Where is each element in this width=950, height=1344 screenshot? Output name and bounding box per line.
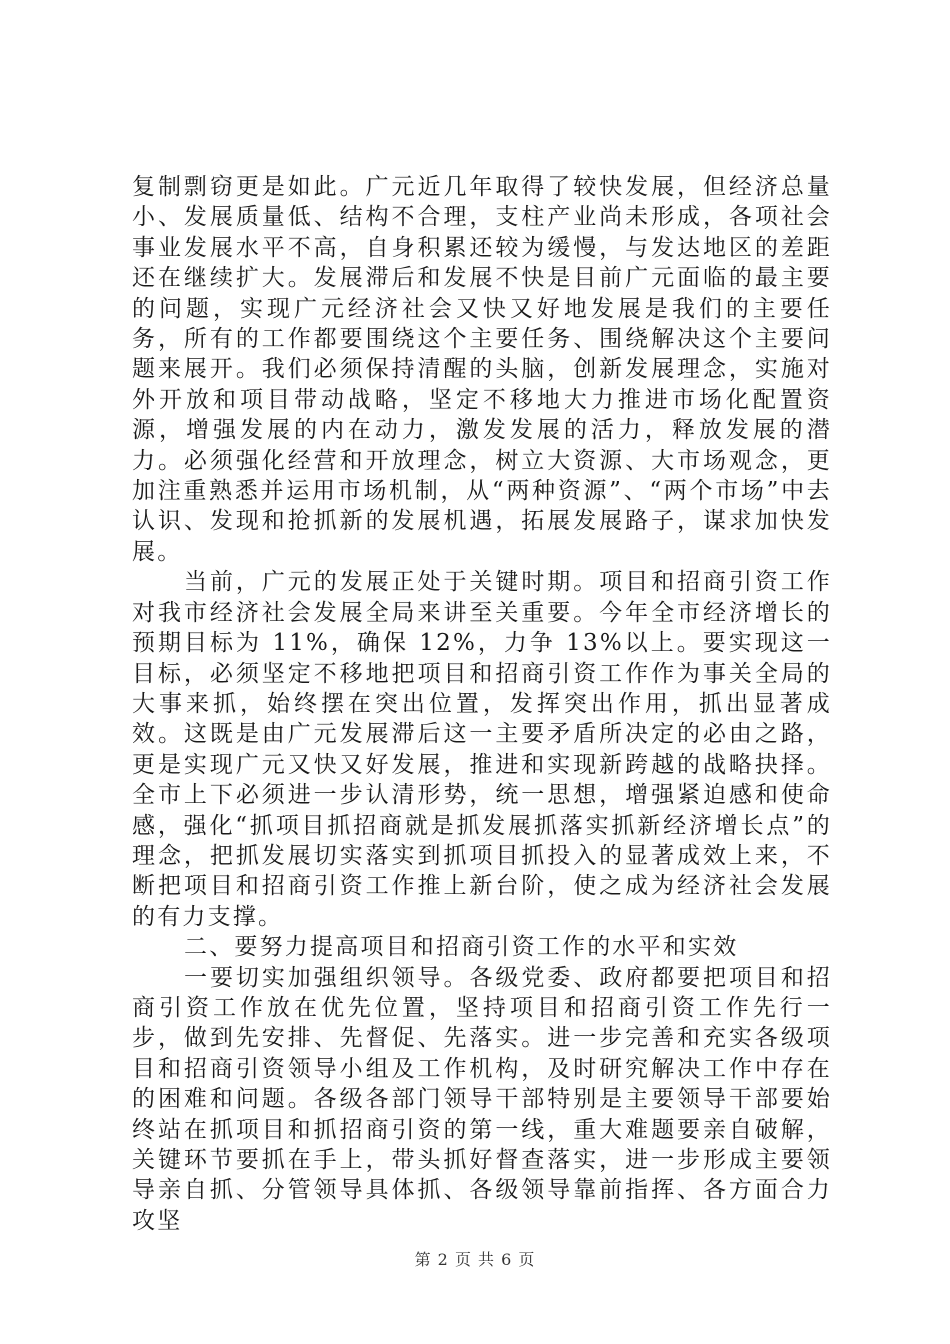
page-footer: 第 2 页 共 6 页 [414, 1250, 536, 1269]
paragraph-1: 复制剽窃更是如此。广元近几年取得了较快发展，但经济总量小、发展质量低、结构不合理，支柱产业尚未形成，各项社会事业发展水平不高，自身积累还较为缓慢，与发达地区的差距还在继续扩大。发展滞后和发展不快是目前广元面临的最主要的问题，实现广元经济社会又快又好地发展是我们的主要任务，所有的工作都要围绕这个主要任务、围绕解决这个主要问题来展开。我们必须保持清醒的头脑，创新发展理念，实施对外开放和项目带动战略，坚定不移地大力推进市场化配置资源，增强发展的内在动力，激发发展的活力，释放发展的潜力。必须强化经营和开放理念，树立大资源、大市场观念，更加注重熟悉并运用市场机制，从“两种资源”、“两个市场”中去认识、发现和抢抓新的发展机遇，拓展发展路子，谋求加快发展。 [132, 174, 832, 565]
document-body [132, 172, 832, 1236]
paragraph-2: 当前，广元的发展正处于关键时期。项目和招商引资工作对我市经济社会发展全局来讲至关重要。今年全市经济增长的预期目标为 11%，确保 12%，力争 13%以上。要实现这一目标，必须坚定不移地把项目和招商引资工作作为事关全局的大事来抓，始终摆在突出位置，发挥突出作用，抓出显著成效。这既是由广元发展滞后这一主要矛盾所决定的必由之路，更是实现广元又快又好发展，推进和实现新跨越的战略抉择。全市上下必须进一步认清形势，统一思想，增强紧迫感和使命感，强化“抓项目抓招商就是抓发展抓落实抓新经济增长点”的理念，把抓发展切实落实到抓项目抓投入的显著成效上来，不断把项目和招商引资工作推上新台阶，使之成为经济社会发展的有力支撑。 [132, 569, 832, 930]
paragraph-3: 一要切实加强组织领导。各级党委、政府都要把项目和招商引资工作放在优先位置，坚持项目和招商引资工作先行一步，做到先安排、先督促、先落实。进一步完善和充实各级项目和招商引资领导小组及工作机构，及时研究解决工作中存在的困难和问题。各级各部门领导干部特别是主要领导干部要始终站在抓项目和抓招商引资的第一线，重大难题要亲自破解，关键环节要抓在手上，带头抓好督查落实，进一步形成主要领导亲自抓、分管领导具体抓、各级领导靠前指挥、各方面合力攻坚 [132, 964, 832, 1234]
section-heading: 二、要努力提高项目和招商引资工作的水平和实效 [184, 934, 739, 961]
